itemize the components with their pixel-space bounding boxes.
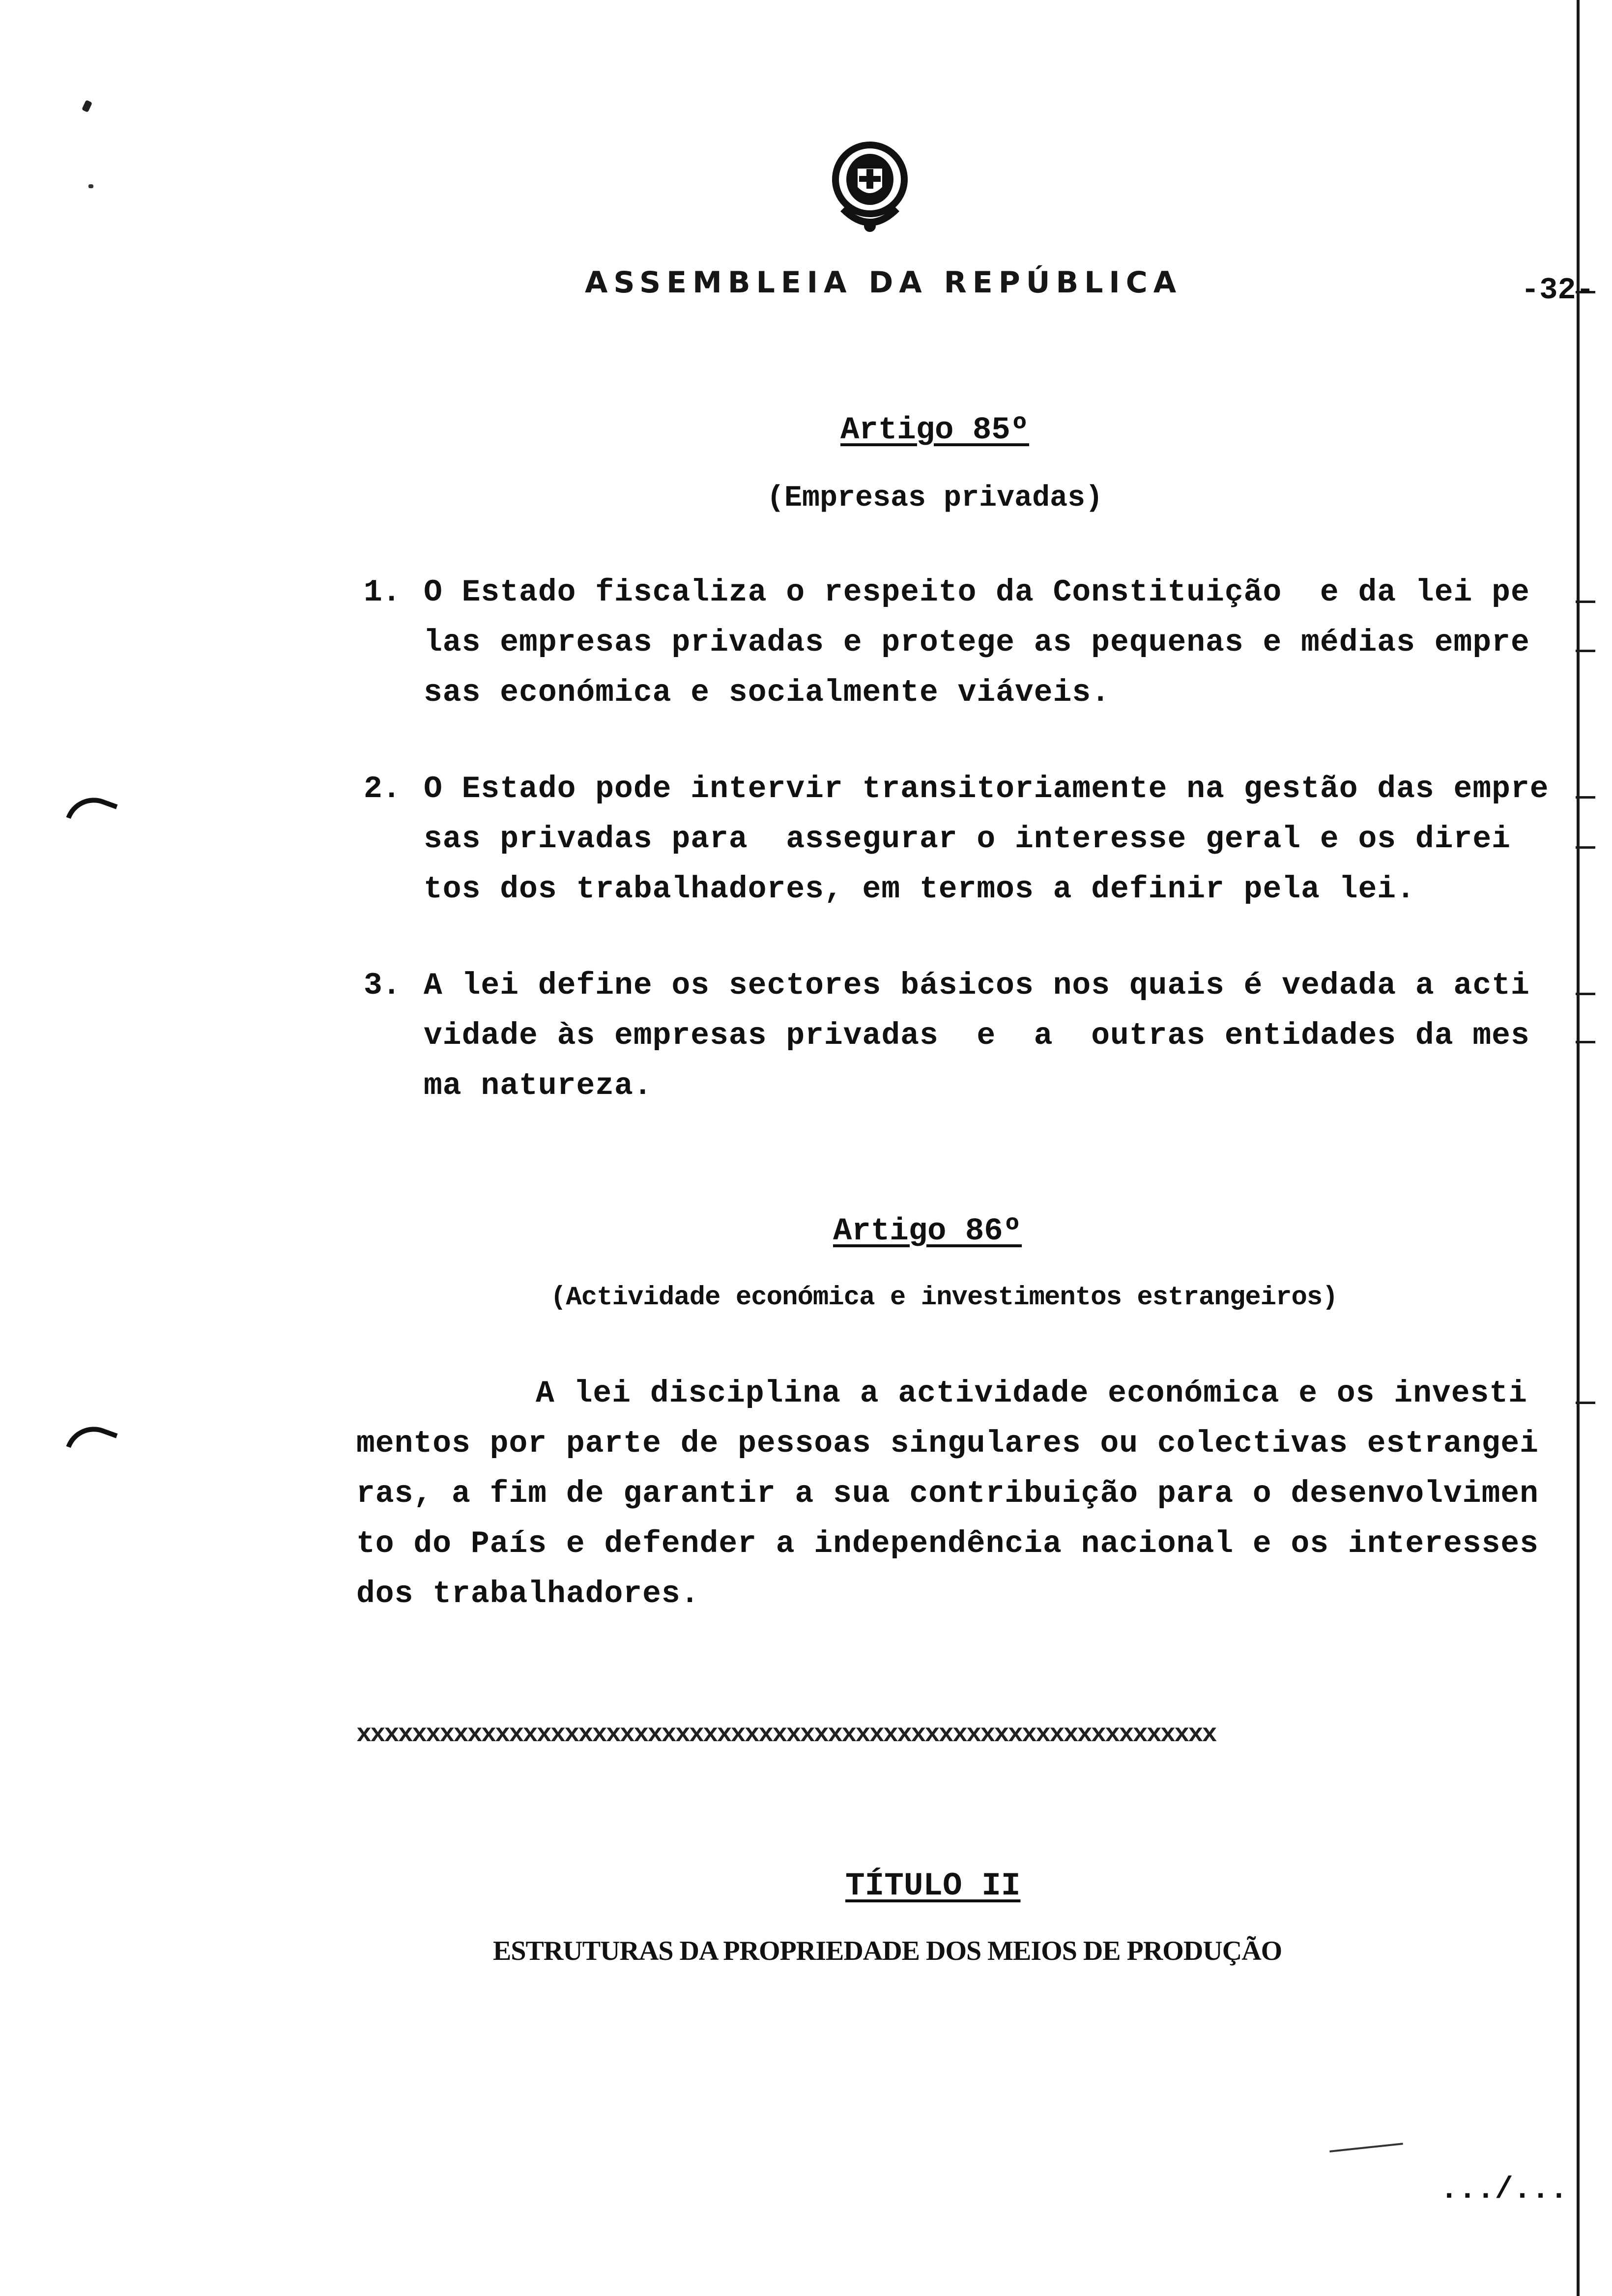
punch-hole-mark — [66, 1418, 117, 1461]
margin-tick — [1576, 1041, 1595, 1043]
paragraph-1-line: sas económica e socialmente viáveis. — [424, 675, 1111, 710]
separator-line: xxxxxxxxxxxxxxxxxxxxxxxxxxxxxxxxxxxxxxxxxxxxxxxxxxxxxxxxxxxxxx — [356, 1720, 1216, 1749]
paragraph-3-line: A lei define os sectores básicos nos quais é vedada a acti — [424, 968, 1530, 1003]
paragraph-2-number: 2. — [364, 772, 401, 806]
paragraph-3-line: ma natureza. — [424, 1068, 653, 1103]
paragraph-1-line: las empresas privadas e protege as pequenas e médias empre — [424, 625, 1530, 660]
article-86-line: ras, a fim de garantir a sua contribuição para o desenvolvimen — [356, 1476, 1539, 1511]
portuguese-coat-of-arms-icon — [826, 133, 914, 246]
continuation-mark: .../... — [1440, 2172, 1568, 2207]
punch-hole-mark — [66, 789, 117, 832]
paragraph-2-line: tos dos trabalhadores, em termos a definir pela lei. — [424, 872, 1415, 907]
margin-rule — [1577, 0, 1580, 2296]
paragraph-1-number: 1. — [364, 575, 401, 610]
margin-tick — [1576, 993, 1595, 995]
article-86-line: dos trabalhadores. — [356, 1577, 700, 1611]
paragraph-2-line: O Estado pode intervir transitoriamente na gestão das empre — [424, 772, 1549, 806]
margin-tick — [1576, 1402, 1595, 1404]
paragraph-3-line: vidade às empresas privadas e a outras entidades da mes — [424, 1018, 1530, 1053]
titulo-subtitle: ESTRUTURAS DA PROPRIEDADE DOS MEIOS DE PRODUÇÃO — [493, 1936, 1282, 1966]
pen-stroke — [1329, 2143, 1403, 2152]
margin-tick — [1576, 650, 1595, 652]
scan-speck — [88, 184, 93, 188]
titulo-heading: TÍTULO II — [845, 1867, 1021, 1904]
paragraph-3-number: 3. — [364, 968, 401, 1003]
paragraph-2-line: sas privadas para assegurar o interesse geral e os direi — [424, 822, 1511, 857]
article-85-heading: Artigo 85º — [840, 413, 1030, 448]
margin-tick — [1576, 601, 1595, 603]
margin-tick — [1576, 846, 1595, 849]
article-85-subtitle: (Empresas privadas) — [767, 482, 1103, 515]
article-86-line: mentos por parte de pessoas singulares ou colectivas estrangei — [356, 1426, 1539, 1461]
article-86-heading: Artigo 86º — [833, 1214, 1022, 1249]
institution-name: ASSEMBLEIA DA REPÚBLICA — [585, 265, 1182, 300]
page-number: -32- — [1521, 273, 1594, 308]
article-86-subtitle: (Actividade económica e investimentos estrangeiros) — [550, 1283, 1338, 1313]
scan-speck — [82, 100, 92, 113]
article-86-line: to do País e defender a independência nacional e os interesses — [356, 1526, 1539, 1561]
article-86-line: A lei disciplina a actividade económica e os investi — [536, 1376, 1527, 1411]
paragraph-1-line: O Estado fiscaliza o respeito da Constituição e da lei pe — [424, 575, 1530, 610]
margin-tick — [1576, 796, 1595, 799]
